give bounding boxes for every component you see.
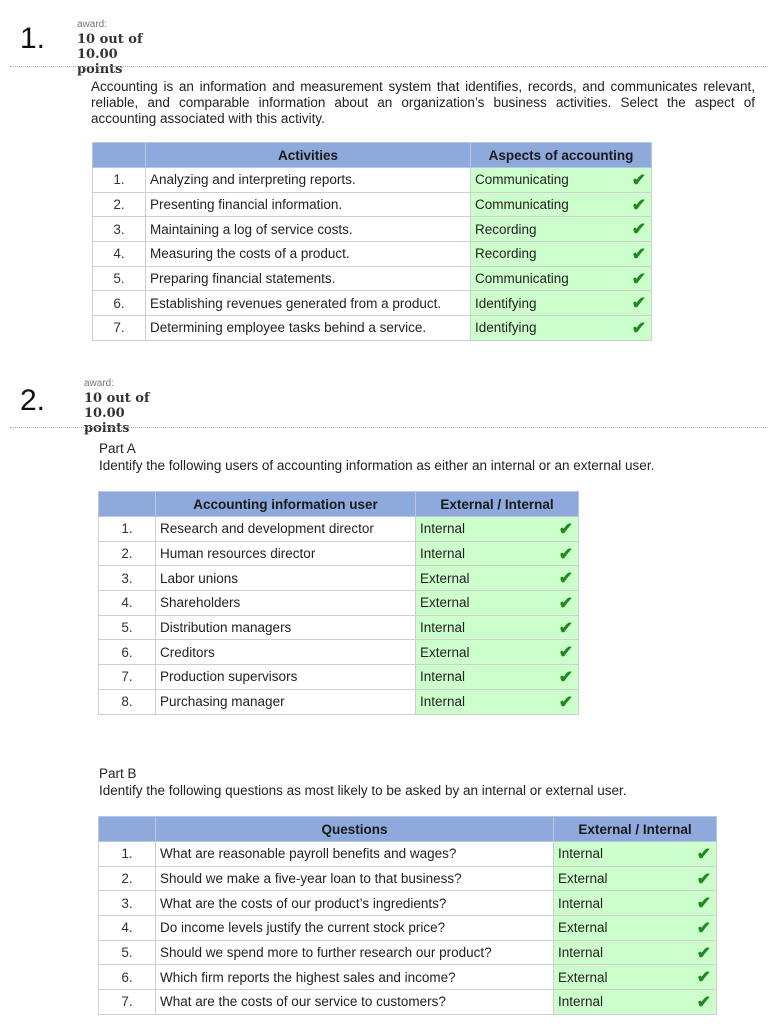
- answer-value: External: [420, 570, 470, 586]
- checkmark-icon: ✔: [696, 967, 711, 987]
- checkmark-icon: ✔: [558, 692, 573, 712]
- row-item: Analyzing and interpreting reports.: [146, 168, 471, 193]
- checkmark-icon: ✔: [558, 593, 573, 613]
- checkmark-icon: ✔: [696, 869, 711, 889]
- header-user: Accounting information user: [156, 492, 416, 517]
- row-number: 4.: [93, 242, 146, 267]
- row-number: 2.: [99, 541, 156, 566]
- row-item: Should we make a five-year loan to that business?: [156, 866, 554, 891]
- question-1-table: [92, 142, 652, 341]
- checkmark-icon: ✔: [631, 269, 646, 289]
- row-item: Establishing revenues generated from a product.: [146, 291, 471, 316]
- table-row: [99, 990, 717, 1015]
- answer-value: Recording: [475, 221, 537, 237]
- header-activities: Activities: [146, 143, 471, 168]
- answer-cell: [416, 541, 579, 566]
- row-item: Presenting financial information.: [146, 192, 471, 217]
- row-number: 2.: [93, 192, 146, 217]
- award-score-line-1: 10 out of: [77, 32, 143, 47]
- header-external-internal: External / Internal: [554, 817, 717, 842]
- table-row: [93, 291, 652, 316]
- checkmark-icon: ✔: [558, 544, 573, 564]
- row-item: Purchasing manager: [156, 689, 416, 714]
- award-score-line-1: 10 out of: [84, 391, 150, 406]
- checkmark-icon: ✔: [696, 992, 711, 1012]
- answer-cell: [554, 842, 717, 867]
- row-number: 5.: [99, 615, 156, 640]
- row-number: 6.: [99, 965, 156, 990]
- checkmark-icon: ✔: [696, 943, 711, 963]
- part-a-table: [98, 491, 579, 715]
- award-score-line-3: points: [77, 62, 123, 77]
- answer-value: Internal: [420, 694, 466, 710]
- question-1-prompt: Accounting is an information and measurement system that identifies, records, and communicates relevant, reliable, and comparable information about an organization’s business activities. Select the aspect of accounting associated with this activity.: [91, 79, 755, 126]
- answer-value: Internal: [558, 895, 604, 911]
- answer-cell: [416, 591, 579, 616]
- answer-value: External: [558, 871, 608, 887]
- checkmark-icon: ✔: [558, 642, 573, 662]
- row-item: Shareholders: [156, 591, 416, 616]
- table-row: [99, 965, 717, 990]
- answer-value: Recording: [475, 246, 537, 262]
- answer-value: Internal: [558, 945, 604, 961]
- row-item: Labor unions: [156, 566, 416, 591]
- row-item: Maintaining a log of service costs.: [146, 217, 471, 242]
- row-item: Distribution managers: [156, 615, 416, 640]
- part-b-prompt: Identify the following questions as most likely to be asked by an internal or external user.: [99, 783, 627, 798]
- row-number: 1.: [93, 168, 146, 193]
- table-row: [93, 168, 652, 193]
- table-row: [99, 517, 579, 542]
- checkmark-icon: ✔: [696, 918, 711, 938]
- row-item: Determining employee tasks behind a service.: [146, 316, 471, 341]
- row-number: 4.: [99, 916, 156, 941]
- answer-value: Internal: [558, 994, 604, 1010]
- table-row: [99, 689, 579, 714]
- answer-cell: [554, 866, 717, 891]
- row-item: Human resources director: [156, 541, 416, 566]
- answer-cell: [554, 916, 717, 941]
- table-row: [99, 916, 717, 941]
- part-a-prompt: Identify the following users of accounting information as either an internal or an external user.: [99, 458, 655, 473]
- row-item: What are the costs of our product’s ingredients?: [156, 891, 554, 916]
- table-header-row: [93, 143, 652, 168]
- checkmark-icon: ✔: [631, 318, 646, 338]
- row-item: Preparing financial statements.: [146, 266, 471, 291]
- row-number: 1.: [99, 517, 156, 542]
- award-score-line-2: 10.00: [84, 406, 125, 421]
- checkmark-icon: ✔: [558, 568, 573, 588]
- answer-cell: [554, 990, 717, 1015]
- row-number: 6.: [99, 640, 156, 665]
- row-item: What are the costs of our service to customers?: [156, 990, 554, 1015]
- row-number: 6.: [93, 291, 146, 316]
- table-header-row: [99, 817, 717, 842]
- row-number: 4.: [99, 591, 156, 616]
- part-b-label: Part B: [99, 766, 137, 781]
- answer-cell: [471, 168, 652, 193]
- table-row: [99, 940, 717, 965]
- checkmark-icon: ✔: [631, 195, 646, 215]
- checkmark-icon: ✔: [696, 893, 711, 913]
- answer-value: Internal: [420, 546, 466, 562]
- table-row: [99, 891, 717, 916]
- row-item: Research and development director: [156, 517, 416, 542]
- checkmark-icon: ✔: [631, 293, 646, 313]
- row-item: Should we spend more to further research our product?: [156, 940, 554, 965]
- answer-cell: [471, 242, 652, 267]
- header-external-internal: External / Internal: [416, 492, 579, 517]
- header-number: [99, 817, 156, 842]
- answer-cell: [471, 316, 652, 341]
- checkmark-icon: ✔: [631, 244, 646, 264]
- header-aspects: Aspects of accounting: [471, 143, 652, 168]
- part-b-table: [98, 816, 717, 1015]
- table-row: [99, 866, 717, 891]
- question-2-divider: [10, 427, 768, 428]
- answer-value: Communicating: [475, 271, 569, 287]
- award-label: award:: [77, 19, 108, 30]
- checkmark-icon: ✔: [631, 170, 646, 190]
- row-number: 7.: [93, 316, 146, 341]
- checkmark-icon: ✔: [558, 618, 573, 638]
- answer-cell: [471, 266, 652, 291]
- answer-cell: [416, 517, 579, 542]
- answer-value: Internal: [558, 846, 604, 862]
- answer-value: Identifying: [475, 320, 537, 336]
- row-item: Do income levels justify the current stock price?: [156, 916, 554, 941]
- answer-value: Internal: [420, 521, 466, 537]
- answer-cell: [554, 891, 717, 916]
- answer-value: Identifying: [475, 295, 537, 311]
- award-score-line-2: 10.00: [77, 47, 118, 62]
- table-row: [93, 242, 652, 267]
- answer-cell: [471, 291, 652, 316]
- question-1-divider: [10, 66, 768, 67]
- answer-cell: [416, 566, 579, 591]
- part-a-label: Part A: [99, 441, 136, 456]
- answer-value: Communicating: [475, 197, 569, 213]
- answer-value: External: [420, 595, 470, 611]
- row-item: Creditors: [156, 640, 416, 665]
- row-number: 5.: [93, 266, 146, 291]
- row-number: 3.: [93, 217, 146, 242]
- table-row: [93, 192, 652, 217]
- row-item: Production supervisors: [156, 665, 416, 690]
- answer-value: External: [558, 969, 608, 985]
- row-number: 7.: [99, 665, 156, 690]
- row-number: 7.: [99, 990, 156, 1015]
- answer-value: Internal: [420, 620, 466, 636]
- answer-value: External: [420, 644, 470, 660]
- checkmark-icon: ✔: [558, 519, 573, 539]
- table-row: [99, 665, 579, 690]
- table-row: [93, 266, 652, 291]
- answer-value: Communicating: [475, 172, 569, 188]
- award-label: award:: [84, 378, 115, 389]
- question-1-award: [77, 17, 143, 77]
- header-number: [93, 143, 146, 168]
- checkmark-icon: ✔: [631, 219, 646, 239]
- row-number: 8.: [99, 689, 156, 714]
- answer-value: External: [558, 920, 608, 936]
- header-number: [99, 492, 156, 517]
- checkmark-icon: ✔: [558, 667, 573, 687]
- answer-cell: [554, 940, 717, 965]
- table-row: [93, 217, 652, 242]
- question-1-number: 1.: [20, 22, 46, 55]
- row-number: 3.: [99, 891, 156, 916]
- part-b-rows: [99, 842, 717, 1015]
- table-row: [99, 591, 579, 616]
- row-item: What are reasonable payroll benefits and wages?: [156, 842, 554, 867]
- answer-cell: [416, 665, 579, 690]
- answer-cell: [416, 640, 579, 665]
- table-row: [99, 842, 717, 867]
- table-row: [93, 316, 652, 341]
- table-header-row: [99, 492, 579, 517]
- question-1-rows: [93, 168, 652, 341]
- row-number: 5.: [99, 940, 156, 965]
- row-number: 3.: [99, 566, 156, 591]
- table-row: [99, 566, 579, 591]
- row-item: Measuring the costs of a product.: [146, 242, 471, 267]
- answer-cell: [471, 192, 652, 217]
- question-2-number: 2.: [20, 384, 46, 417]
- part-a-rows: [99, 517, 579, 715]
- row-item: Which firm reports the highest sales and income?: [156, 965, 554, 990]
- award-score-line-3: points: [84, 421, 130, 436]
- table-row: [99, 541, 579, 566]
- row-number: 1.: [99, 842, 156, 867]
- table-row: [99, 615, 579, 640]
- row-number: 2.: [99, 866, 156, 891]
- checkmark-icon: ✔: [696, 844, 711, 864]
- answer-value: Internal: [420, 669, 466, 685]
- answer-cell: [416, 615, 579, 640]
- answer-cell: [416, 689, 579, 714]
- header-questions: Questions: [156, 817, 554, 842]
- answer-cell: [554, 965, 717, 990]
- answer-cell: [471, 217, 652, 242]
- table-row: [99, 640, 579, 665]
